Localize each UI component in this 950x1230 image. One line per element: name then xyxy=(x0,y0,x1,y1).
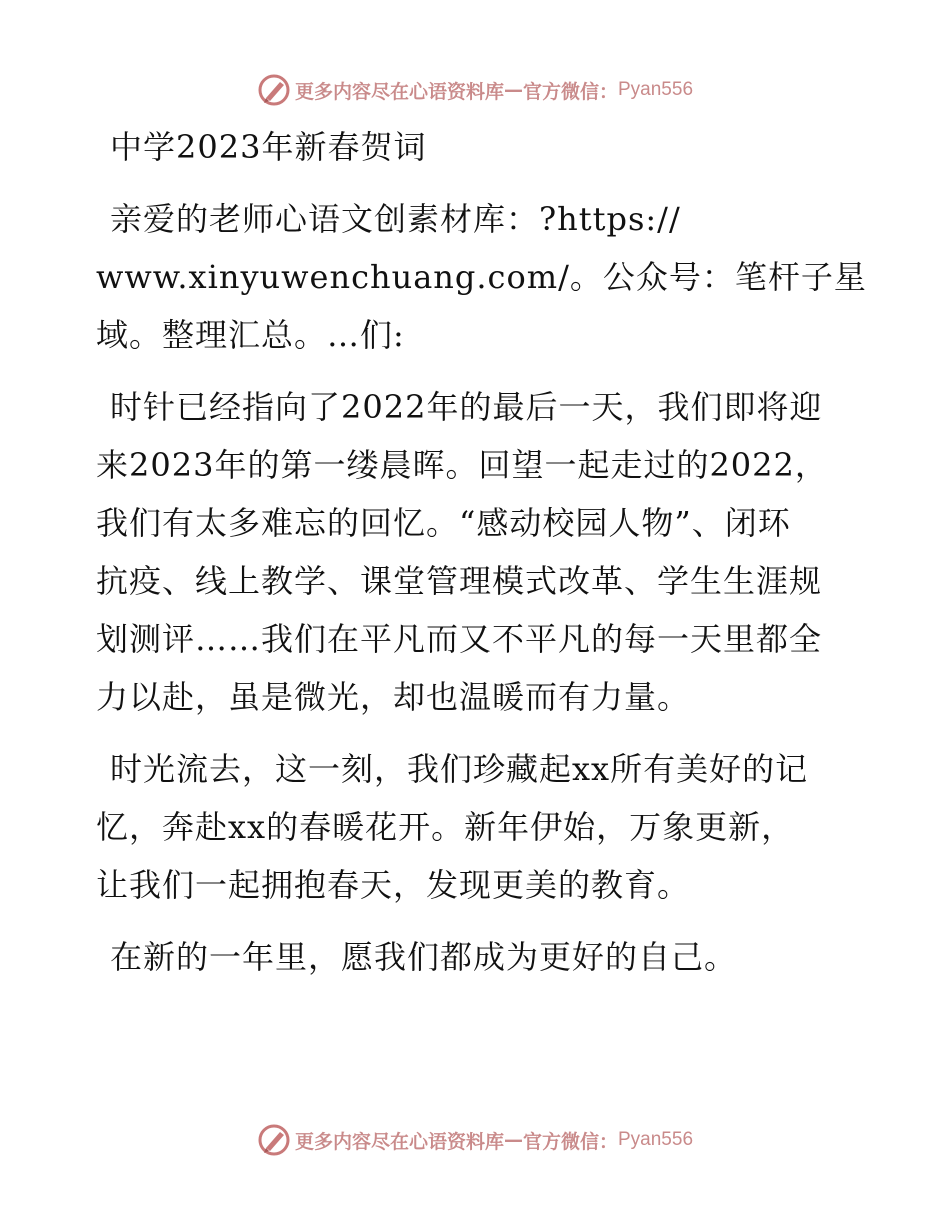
text-line: 在新的一年里，愿我们都成为更好的自己。 xyxy=(110,938,738,976)
header-watermark-banner xyxy=(0,70,950,110)
pen-logo-icon xyxy=(257,73,291,107)
text-line: 让我们一起拥抱春天，发现更美的教育。 xyxy=(96,866,691,904)
document-body xyxy=(96,118,867,986)
banner-text: 更多内容尽在心语资料库 xyxy=(294,1130,504,1153)
text-line: 我们有太多难忘的回忆。“感动校园人物”、闭环 xyxy=(96,504,791,542)
paragraph-greeting xyxy=(96,190,867,364)
text-line: 时针已经指向了2022年的最后一天，我们即将迎 xyxy=(110,388,823,426)
text-line: 域。整理汇总。…们: xyxy=(96,316,405,354)
text-line: 来2023年的第一缕晨晖。回望一起走过的2022， xyxy=(96,446,828,484)
banner-wechat-label: 官方微信： xyxy=(522,80,618,103)
text-line: 力以赴，虽是微光，却也温暖而有力量。 xyxy=(96,678,691,716)
pen-logo-icon xyxy=(257,1123,291,1157)
text-line: 抗疫、线上教学、课堂管理模式改革、学生生涯规 xyxy=(96,562,823,600)
text-line: 划测评……我们在平凡而又不平凡的每一天里都全 xyxy=(96,620,823,658)
paragraph-spring xyxy=(96,740,856,914)
paragraph-wish xyxy=(96,928,856,986)
banner-separator: — xyxy=(503,1129,523,1151)
banner-text: 更多内容尽在心语资料库 xyxy=(294,80,504,103)
text-line: 时光流去，这一刻，我们珍藏起xx所有美好的记 xyxy=(110,750,809,788)
footer-watermark-banner xyxy=(0,1120,950,1160)
banner-wechat-id: Pyan556 xyxy=(618,1129,694,1150)
banner-wechat-id: Pyan556 xyxy=(618,79,694,100)
banner-wechat-label: 官方微信： xyxy=(522,1130,618,1153)
text-line: 忆，奔赴xx的春暖花开。新年伊始，万象更新， xyxy=(96,808,795,846)
document-title: 中学2023年新春贺词 xyxy=(110,128,427,166)
paragraph-review xyxy=(96,378,856,726)
text-line: 亲爱的老师心语文创素材库：?https:// xyxy=(110,200,681,238)
banner-separator: — xyxy=(503,79,523,101)
text-line: www.xinyuwenchuang.com/。公众号：笔杆子星 xyxy=(96,258,867,296)
